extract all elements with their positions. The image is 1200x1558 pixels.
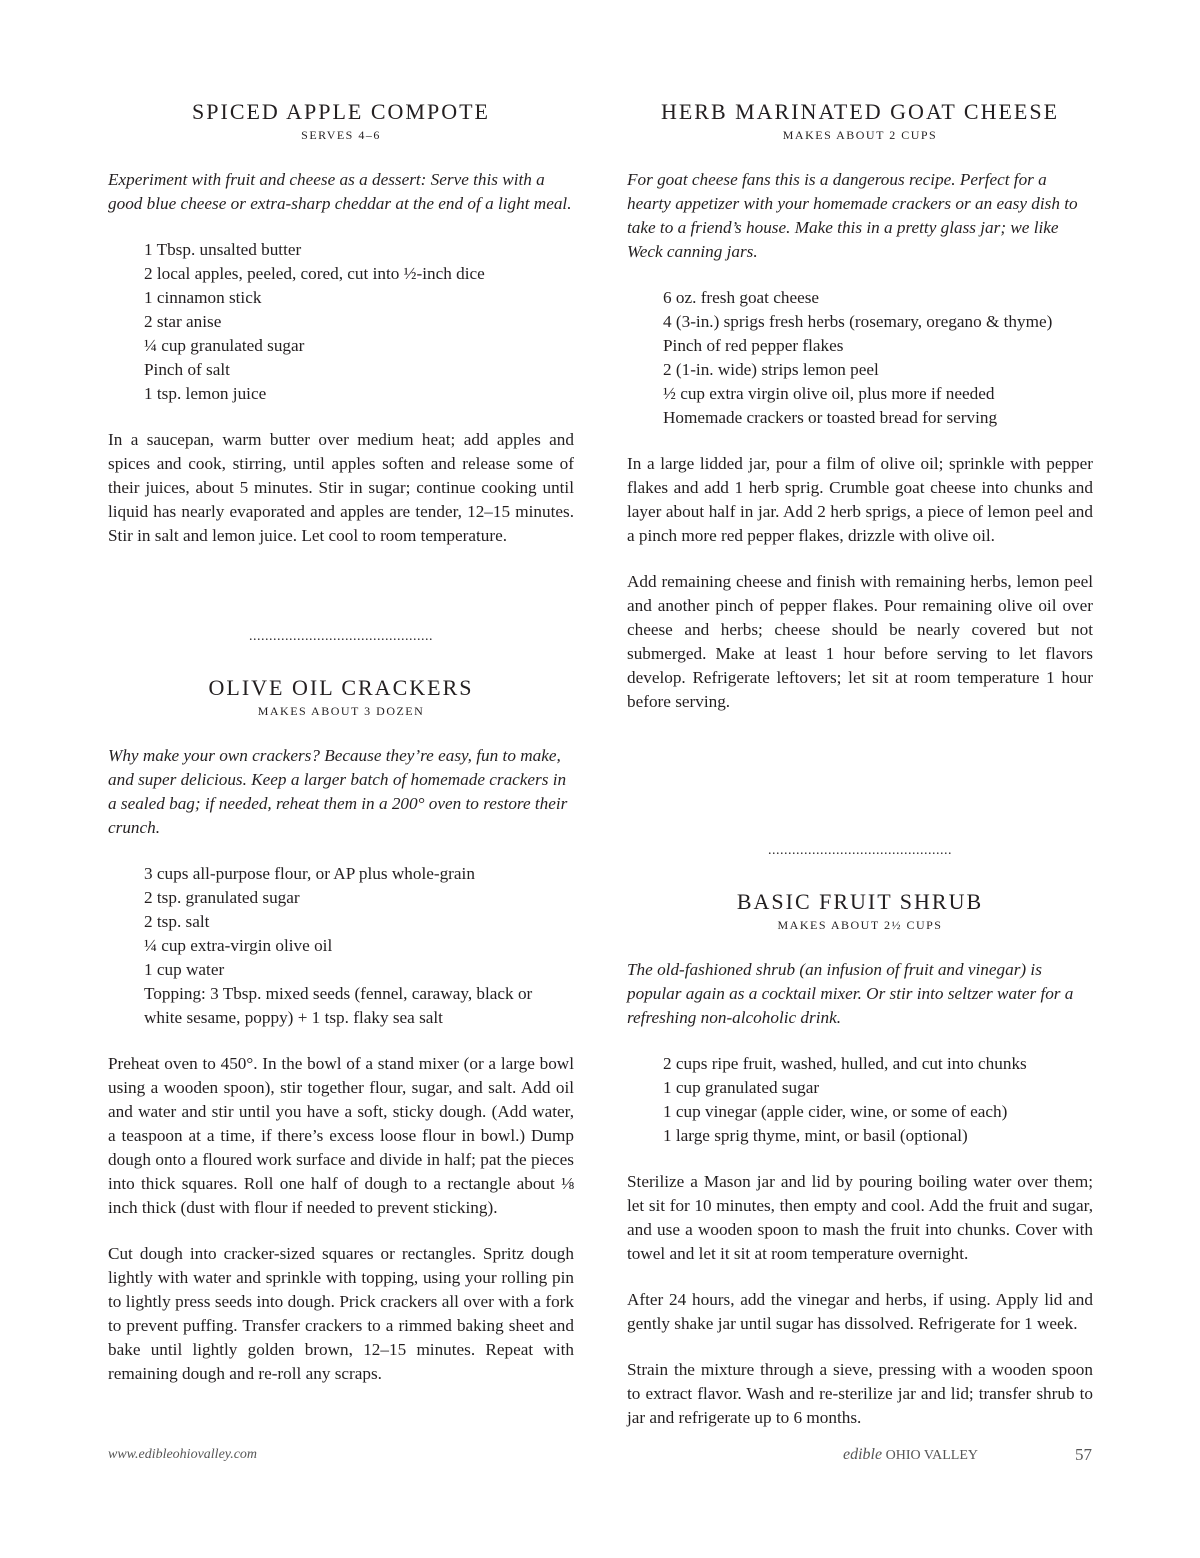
ingredient: ½ cup extra virgin olive oil, plus more if needed [663, 384, 995, 403]
recipe-title: BASIC FRUIT SHRUB [736, 889, 984, 914]
ingredient: Pinch of salt [144, 360, 230, 379]
recipe-intro: For goat cheese fans this is a dangerous recipe. Perfect for a hearty appetizer with your homemade crackers or an easy dish to take to a friend’s house. Make this in a pretty glass jar; we like Weck canning jars. [627, 170, 1078, 261]
ingredient: Topping: 3 Tbsp. mixed seeds (fennel, caraway, black or white sesame, poppy) + 1 tsp. flaky sea salt [144, 984, 533, 1027]
left-column [108, 98, 574, 1386]
ingredient: 2 star anise [144, 312, 222, 331]
ingredient: 6 oz. fresh goat cheese [663, 288, 820, 307]
recipe-step: After 24 hours, add the vinegar and herbs, if using. Apply lid and gently shake jar until sugar has dissolved. Refrigerate for 1 week. [627, 1290, 1093, 1333]
recipe-step: Sterilize a Mason jar and lid by pouring boiling water over them; let sit for 10 minutes, then empty and cool. Add the fruit and sugar, and use a wooden spoon to mash the fruit into chunks. Cover with towel and let it sit at room temperature overnight. [627, 1172, 1093, 1263]
recipe-intro: Why make your own crackers? Because they’re easy, fun to make, and super delicious. Keep a larger batch of homemade crackers in a sealed bag; if needed, reheat them in a 200° oven to restore their crunch. [108, 746, 568, 837]
ingredient: Pinch of red pepper flakes [663, 336, 844, 355]
page-number: 57 [1075, 1445, 1092, 1464]
ingredient: 1 large sprig thyme, mint, or basil (optional) [663, 1126, 968, 1145]
ingredient: 2 cups ripe fruit, washed, hulled, and cut into chunks [663, 1054, 1027, 1073]
ingredient: 2 (1-in. wide) strips lemon peel [663, 360, 879, 379]
recipe-step: Add remaining cheese and finish with remaining herbs, lemon peel and another pinch of pepper flakes. Pour remaining olive oil over cheese and herbs; cheese should be nearly covered but not submerged. Make at least 1 hour before serving to let flavors develop. Refrigerate leftovers; let sit at room temperature 1 hour before serving. [627, 572, 1093, 711]
recipe-title: HERB MARINATED GOAT CHEESE [660, 99, 1060, 124]
recipe-step: Preheat oven to 450°. In the bowl of a stand mixer (or a large bowl using a wooden spoon), stir together flour, sugar, and salt. Add oil and water and stir until you have a soft, sticky dough. (Add water, a teaspoon at a time, if there’s excess loose flour in bowl.) Dump dough onto a floured work surface and divide in half; pat the pieces into thick squares. Roll one half of dough to a rectangle about ⅛ inch thick (dust with flour if needed to prevent sticking). [108, 1054, 574, 1217]
section-divider: .............................................. [249, 630, 433, 644]
ingredient: 3 cups all-purpose flour, or AP plus whole-grain [144, 864, 475, 883]
ingredient: ¼ cup granulated sugar [144, 336, 305, 355]
ingredient: 1 cup water [144, 960, 225, 979]
footer-brand-name: OHIO VALLEY [885, 1448, 979, 1463]
recipe-title: OLIVE OIL CRACKERS [208, 675, 474, 700]
ingredient: 4 (3-in.) sprigs fresh herbs (rosemary, oregano & thyme) [663, 312, 1053, 331]
recipe-yield: SERVES 4–6 [301, 128, 381, 142]
recipe-step: Cut dough into cracker-sized squares or rectangles. Spritz dough lightly with water and sprinkle with topping, using your rolling pin to lightly press seeds into dough. Prick crackers all over with a fork to prevent puffing. Transfer crackers to a rimmed baking sheet and bake until lightly golden brown, 12–15 minutes. Repeat with remaining dough and re-roll any scraps. [108, 1244, 574, 1383]
right-column [627, 98, 1093, 1430]
ingredient: 1 tsp. lemon juice [144, 384, 267, 403]
recipe-yield: MAKES ABOUT 2½ CUPS [777, 918, 943, 932]
recipe-yield: MAKES ABOUT 3 DOZEN [257, 704, 425, 718]
ingredient-list [663, 1052, 1093, 1148]
ingredient: 2 tsp. salt [144, 912, 210, 931]
ingredient: 1 cup vinegar (apple cider, wine, or some of each) [663, 1102, 1008, 1121]
ingredient-list [663, 286, 1093, 430]
recipe-olive-oil-crackers [108, 674, 574, 1386]
ingredient: 1 cinnamon stick [144, 288, 262, 307]
footer-website-url[interactable]: www.edibleohiovalley.com [108, 1447, 258, 1462]
recipe-spiced-apple-compote [108, 98, 574, 548]
footer-brand-italic: edible [843, 1446, 883, 1463]
section-divider: .............................................. [768, 844, 952, 858]
ingredient: Homemade crackers or toasted bread for serving [663, 408, 998, 427]
recipe-intro: Experiment with fruit and cheese as a dessert: Serve this with a good blue cheese or extra-sharp cheddar at the end of a light meal. [108, 170, 572, 213]
recipe-yield: MAKES ABOUT 2 CUPS [782, 128, 938, 142]
recipe-basic-fruit-shrub [627, 888, 1093, 1430]
recipe-title: SPICED APPLE COMPOTE [192, 99, 490, 124]
ingredient: ¼ cup extra-virgin olive oil [144, 936, 333, 955]
ingredient: 1 cup granulated sugar [663, 1078, 820, 1097]
recipe-step: In a large lidded jar, pour a film of olive oil; sprinkle with pepper flakes and add 1 herb sprig. Crumble goat cheese into chunks and layer about half in jar. Add 2 herb sprigs, a piece of lemon peel and a pinch more red pepper flakes, drizzle with olive oil. [627, 454, 1093, 545]
recipe-herb-marinated-goat-cheese [627, 98, 1093, 714]
recipe-intro: The old-fashioned shrub (an infusion of fruit and vinegar) is popular again as a cocktail mixer. Or stir into seltzer water for a refreshing non-alcoholic drink. [627, 960, 1074, 1027]
ingredient: 1 Tbsp. unsalted butter [144, 240, 302, 259]
ingredient: 2 local apples, peeled, cored, cut into ½-inch dice [144, 264, 485, 283]
recipe-step: In a saucepan, warm butter over medium heat; add apples and spices and cook, stirring, until apples soften and release some of their juices, about 5 minutes. Stir in sugar; continue cooking until liquid has nearly evaporated and apples are tender, 12–15 minutes. Stir in salt and lemon juice. Let cool to room temperature. [108, 430, 574, 545]
ingredient: 2 tsp. granulated sugar [144, 888, 300, 907]
recipe-step: Strain the mixture through a sieve, pressing with a wooden spoon to extract flavor. Wash and re-sterilize jar and lid; transfer shrub to jar and refrigerate up to 6 months. [627, 1360, 1093, 1427]
footer-magazine-name [843, 1446, 978, 1465]
ingredient-list [144, 862, 574, 1030]
ingredient-list [144, 238, 574, 406]
